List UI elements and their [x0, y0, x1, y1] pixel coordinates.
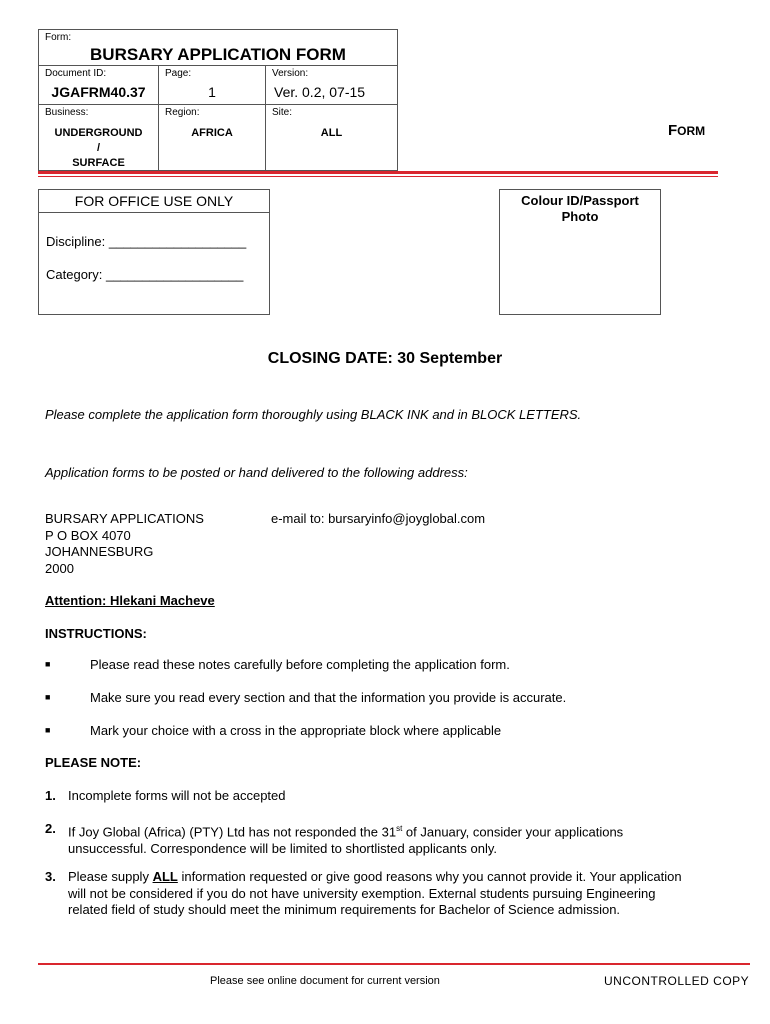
instructions-heading: INSTRUCTIONS:: [45, 626, 147, 641]
note-number: 2.: [45, 821, 56, 836]
address-line: 2000: [45, 560, 74, 576]
note-text-part: of January, consider your applications: [402, 824, 624, 840]
note-text-part: Please supply: [68, 869, 153, 884]
please-note-heading: PLEASE NOTE:: [45, 755, 142, 770]
address-line: JOHANNESBURG: [45, 544, 154, 559]
note-line: will not be considered if you do not have university exemption. External students pursuing Engineering: [68, 885, 656, 901]
note-line: [68, 869, 682, 886]
business-label: Business:: [45, 107, 89, 118]
note-text-part: information requested or give good reasons why you cannot provide it. Your application: [177, 869, 682, 884]
note-text: Incomplete forms will not be accepted: [68, 788, 286, 803]
instruction-item: Mark your choice with a cross in the appropriate block where applicable: [90, 723, 502, 738]
form-type-first-letter: F: [668, 122, 678, 139]
form-type-label: [668, 122, 705, 140]
business-line-1: UNDERGROUND: [54, 127, 143, 139]
region-cell: [158, 104, 266, 171]
business-cell: [38, 104, 159, 171]
note-emphasis: ALL: [152, 869, 178, 884]
intro-delivery-instruction: Application forms to be posted or hand delivered to the following address:: [45, 465, 468, 480]
intro-ink-instruction: Please complete the application form thoroughly using BLACK INK and in BLOCK LETTERS.: [45, 407, 582, 422]
footer-uncontrolled-copy: UNCONTROLLED COPY: [604, 974, 750, 988]
note-line: [68, 821, 623, 841]
bullet-icon: ■: [45, 692, 51, 702]
site-cell: [265, 104, 398, 171]
address-line: P O BOX 4070: [45, 527, 131, 543]
email-line: e-mail to: bursaryinfo@joyglobal.com: [271, 511, 486, 526]
note-text: [68, 869, 682, 919]
closing-date: CLOSING DATE: 30 September: [267, 350, 503, 367]
note-text: [68, 821, 623, 857]
note-superscript: st: [396, 824, 403, 833]
office-use-title: FOR OFFICE USE ONLY: [39, 190, 269, 213]
footer-version-note: Please see online document for current version: [210, 975, 440, 987]
site-label: Site:: [272, 107, 293, 118]
photo-box: [499, 189, 661, 315]
document-id-label: Document ID:: [45, 68, 107, 79]
business-line-2: /: [96, 142, 101, 154]
attention-line: Attention: Hlekani Macheve: [45, 593, 215, 608]
form-title-cell: [38, 29, 398, 66]
version-value: Ver. 0.2, 07-15: [274, 84, 366, 100]
instruction-item: Make sure you read every section and that the information you provide is accurate.: [90, 690, 567, 705]
form-type-rest: ORM: [677, 124, 706, 138]
version-cell: [265, 65, 398, 105]
page-number: 1: [208, 84, 216, 100]
note-number: 3.: [45, 869, 56, 884]
discipline-field[interactable]: Discipline: ___________________: [46, 234, 247, 249]
business-line-3: SURFACE: [72, 157, 125, 169]
page-cell: [158, 65, 266, 105]
address-block: [45, 511, 204, 577]
note-line: unsuccessful. Correspondence will be limited to shortlisted applicants only.: [68, 840, 497, 856]
address-line: BURSARY APPLICATIONS: [45, 511, 204, 526]
photo-label-line1: Colour ID/Passport: [521, 193, 639, 208]
photo-label-line2: Photo: [561, 209, 599, 224]
page-label: Page:: [165, 68, 192, 79]
header-red-rule: [38, 171, 718, 174]
category-field[interactable]: Category: ___________________: [46, 267, 244, 282]
version-label: Version:: [272, 68, 309, 79]
site-value: ALL: [320, 127, 343, 139]
form-title: BURSARY APPLICATION FORM: [90, 45, 346, 64]
note-text-part: If Joy Global (Africa) (PTY) Ltd has not responded the 31: [68, 824, 397, 840]
region-label: Region:: [165, 107, 200, 118]
note-line: related field of study should meet the minimum requirements for Bachelor of Science admission.: [68, 902, 621, 917]
header-red-rule-thin: [38, 176, 718, 177]
region-value: AFRICA: [191, 127, 233, 139]
document-id-cell: [38, 65, 159, 105]
instruction-item: Please read these notes carefully before completing the application form.: [90, 657, 510, 672]
form-label: Form:: [45, 32, 72, 43]
office-use-box: [38, 189, 270, 315]
document-id: JGAFRM40.37: [51, 84, 146, 100]
footer-red-rule: [38, 963, 750, 965]
note-number: 1.: [45, 788, 56, 803]
bullet-icon: ■: [45, 659, 51, 669]
bullet-icon: ■: [45, 725, 51, 735]
